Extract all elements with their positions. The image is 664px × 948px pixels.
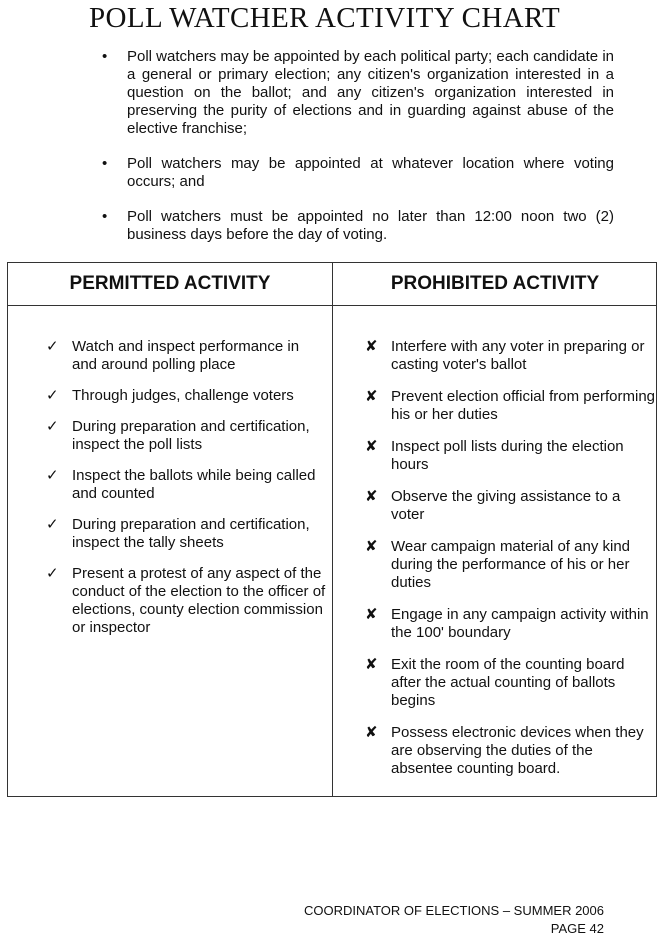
bullet-icon: • xyxy=(102,208,108,225)
x-mark-icon: ✘ xyxy=(365,724,378,741)
prohibited-item xyxy=(365,388,655,424)
x-mark-icon: ✘ xyxy=(365,656,378,673)
prohibited-activity-list xyxy=(365,338,655,792)
prohibited-item-text: Inspect poll lists during the election hours xyxy=(391,438,624,473)
header-divider xyxy=(8,305,656,306)
intro-bullet-item xyxy=(100,155,614,191)
prohibited-item-text: Observe the giving assistance to a voter xyxy=(391,488,621,523)
checkmark-icon: ✓ xyxy=(46,516,59,533)
x-mark-icon: ✘ xyxy=(365,538,378,555)
intro-bullet-text: Poll watchers may be appointed by each political party; each candidate in a general or primary election; any citizen's organization interested in a question on the ballot; and any citizen's organization interested in preserving the purity of elections and in guarding against abuse of the elective franchise; xyxy=(127,48,614,137)
permitted-item-text: Present a protest of any aspect of the conduct of the election to the officer of elections, county election commission or inspector xyxy=(72,565,326,636)
x-mark-icon: ✘ xyxy=(365,488,378,505)
footer-page-number xyxy=(551,921,604,936)
permitted-activity-header: PERMITTED ACTIVITY xyxy=(69,273,271,294)
prohibited-item xyxy=(365,656,655,710)
column-divider xyxy=(332,263,333,796)
x-mark-icon: ✘ xyxy=(365,388,378,405)
footer-publication: COORDINATOR OF ELECTIONS – SUMMER 2006 xyxy=(303,903,604,918)
prohibited-item xyxy=(365,488,655,524)
intro-bullet-list xyxy=(100,48,614,261)
checkmark-icon: ✓ xyxy=(46,565,59,582)
checkmark-icon: ✓ xyxy=(46,467,59,484)
permitted-item-text: Inspect the ballots while being called and counted xyxy=(72,467,316,502)
bullet-icon: • xyxy=(102,155,108,172)
permitted-item-text: During preparation and certification, inspect the poll lists xyxy=(72,418,310,453)
prohibited-item xyxy=(365,724,655,778)
checkmark-icon: ✓ xyxy=(46,338,59,355)
prohibited-item-text: Possess electronic devices when they are observing the duties of the absentee counting board. xyxy=(391,724,644,777)
prohibited-item xyxy=(365,338,655,374)
prohibited-activity-header: PROHIBITED ACTIVITY xyxy=(390,273,600,294)
checkmark-icon: ✓ xyxy=(46,418,59,435)
prohibited-item-text: Exit the room of the counting board after the actual counting of ballots begins xyxy=(391,656,625,709)
checkmark-icon: ✓ xyxy=(46,387,59,404)
prohibited-item xyxy=(365,538,655,592)
permitted-item xyxy=(46,418,326,454)
page-number: 42 xyxy=(589,921,604,936)
permitted-item xyxy=(46,387,326,405)
permitted-item xyxy=(46,467,326,503)
x-mark-icon: ✘ xyxy=(365,438,378,455)
intro-bullet-text: Poll watchers may be appointed at whatever location where voting occurs; and xyxy=(127,155,614,190)
prohibited-item-text: Wear campaign material of any kind during the performance of his or her duties xyxy=(391,538,631,591)
permitted-activity-list xyxy=(46,338,326,650)
activity-table xyxy=(7,262,657,797)
permitted-item-text: Watch and inspect performance in and around polling place xyxy=(72,338,300,373)
prohibited-item xyxy=(365,438,655,474)
page-title: POLL WATCHER ACTIVITY CHART xyxy=(89,2,561,34)
x-mark-icon: ✘ xyxy=(365,606,378,623)
permitted-item-text: Through judges, challenge voters xyxy=(72,387,294,404)
prohibited-item xyxy=(365,606,655,642)
permitted-item xyxy=(46,565,326,637)
intro-bullet-text: Poll watchers must be appointed no later than 12:00 noon two (2) business days before the day of voting. xyxy=(127,208,614,243)
x-mark-icon: ✘ xyxy=(365,338,378,355)
bullet-icon: • xyxy=(102,48,108,65)
permitted-item xyxy=(46,338,326,374)
intro-bullet-item xyxy=(100,48,614,138)
page-label: PAGE xyxy=(550,921,586,936)
prohibited-item-text: Prevent election official from performing his or her duties xyxy=(391,388,656,423)
permitted-item-text: During preparation and certification, inspect the tally sheets xyxy=(72,516,310,551)
intro-bullet-item xyxy=(100,208,614,244)
prohibited-item-text: Interfere with any voter in preparing or casting voter's ballot xyxy=(391,338,645,373)
prohibited-item-text: Engage in any campaign activity within the 100' boundary xyxy=(391,606,649,641)
permitted-item xyxy=(46,516,326,552)
